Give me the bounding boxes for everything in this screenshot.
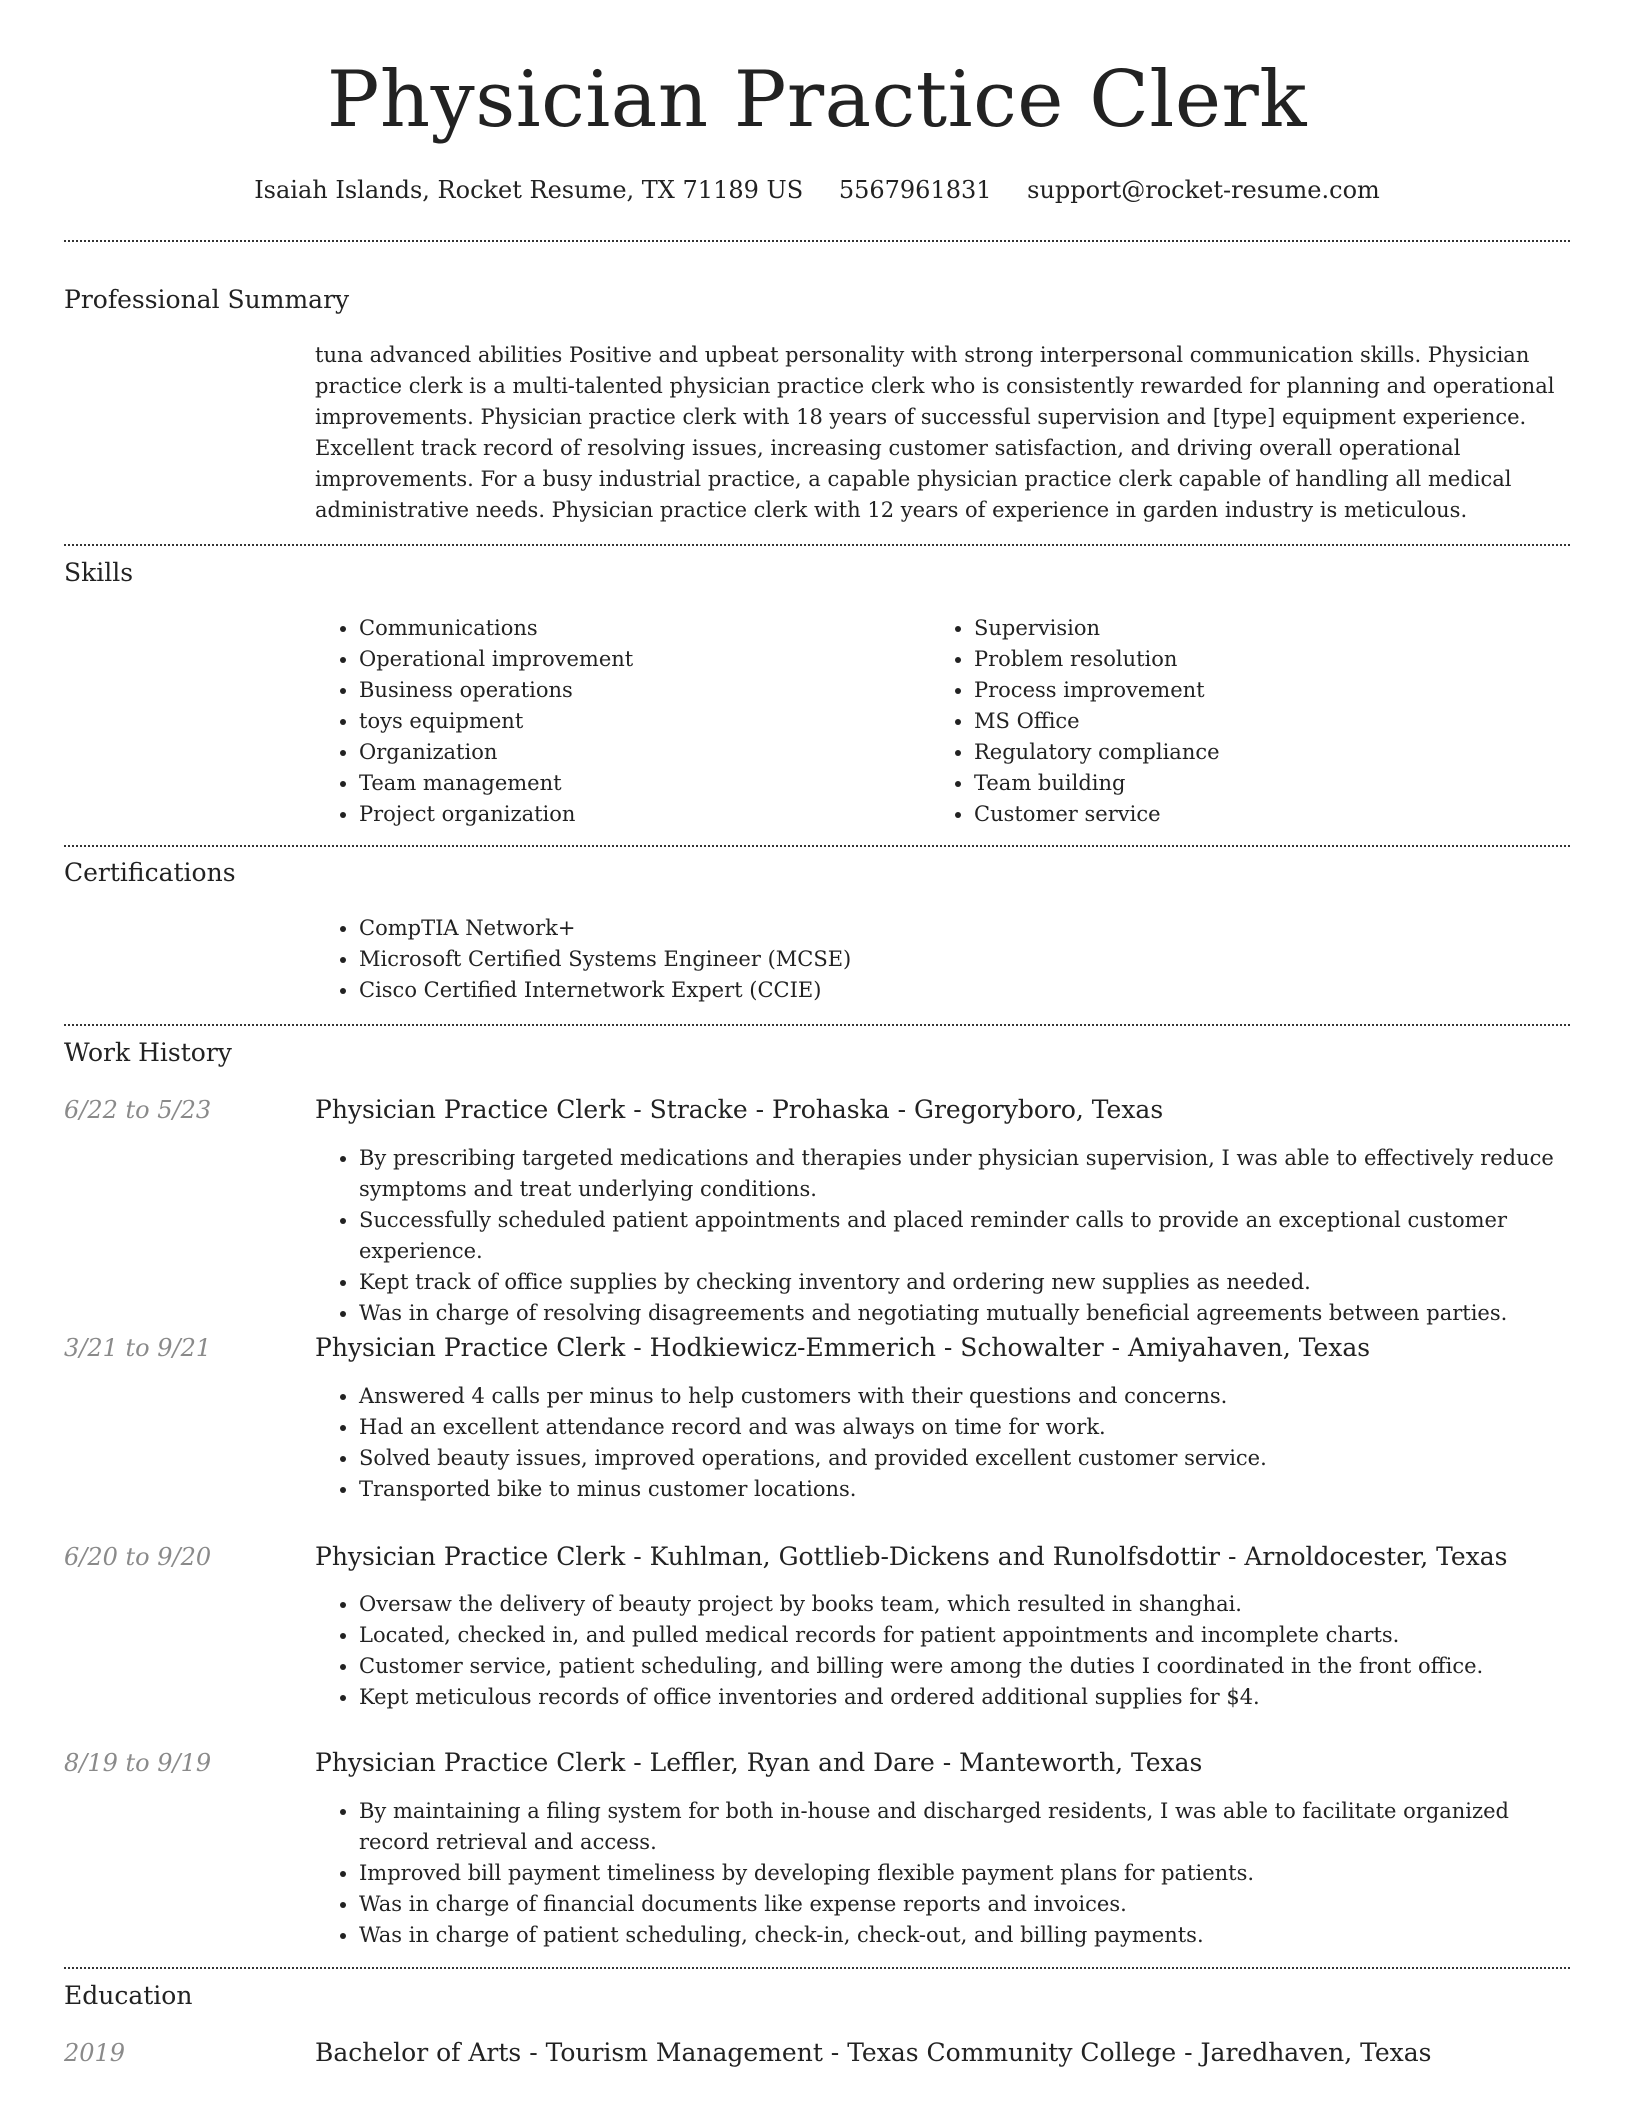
skill-item: • Supervision: [974, 613, 1574, 644]
job-bullet: • Kept track of office supplies by checking inventory and ordering new supplies as needed.: [359, 1267, 1571, 1298]
skills-list-left: [315, 613, 919, 830]
job-bullet: • Was in charge of financial documents like expense reports and invoices.: [359, 1889, 1571, 1920]
contact-email: support@rocket-resume.com: [1027, 176, 1380, 204]
job-dates: 3/21 to 9/21: [64, 1334, 212, 1362]
job-bullet: • Customer service, patient scheduling, and billing were among the duties I coordinated in the front office.: [359, 1651, 1571, 1682]
contact-line: [64, 170, 1570, 210]
contact-phone: 5567961831: [838, 176, 992, 204]
skill-item: • Project organization: [359, 799, 919, 830]
job-heading: Physician Practice Clerk - Stracke - Prohaska - Gregoryboro, Texas: [315, 1095, 1164, 1124]
contact-address: Isaiah Islands, Rocket Resume, TX 71189 US: [254, 176, 804, 204]
certification-item: • CompTIA Network+: [359, 913, 1571, 944]
job-dates: 6/22 to 5/23: [64, 1096, 212, 1124]
divider: [64, 544, 1570, 546]
education-year: 2019: [64, 2039, 126, 2067]
skill-item: • Organization: [359, 737, 919, 768]
job-heading: Physician Practice Clerk - Kuhlman, Gottlieb-Dickens and Runolfsdottir - Arnoldocester, Texas: [315, 1542, 1508, 1571]
job-bullet: • Had an excellent attendance record and was always on time for work.: [359, 1412, 1571, 1443]
job-bullets: [315, 1381, 1571, 1505]
section-title-work-history: Work History: [64, 1038, 232, 1067]
job-bullet: • Successfully scheduled patient appointments and placed reminder calls to provide an exceptional customer experience.: [359, 1205, 1571, 1267]
skill-item: • Regulatory compliance: [974, 737, 1574, 768]
job-dates: 6/20 to 9/20: [64, 1543, 212, 1571]
divider: [64, 1024, 1570, 1026]
job-heading: Physician Practice Clerk - Leffler, Ryan and Dare - Manteworth, Texas: [315, 1748, 1203, 1777]
skill-item: • Problem resolution: [974, 644, 1574, 675]
job-bullet: • Was in charge of patient scheduling, check-in, check-out, and billing payments.: [359, 1920, 1571, 1951]
job-bullet: • Transported bike to minus customer locations.: [359, 1474, 1571, 1505]
job-bullets: [315, 1143, 1571, 1329]
skill-item: • MS Office: [974, 706, 1574, 737]
skill-item: • Operational improvement: [359, 644, 919, 675]
job-bullet: • Located, checked in, and pulled medical records for patient appointments and incomplete charts.: [359, 1620, 1571, 1651]
skill-item: • Team management: [359, 768, 919, 799]
divider: [64, 845, 1570, 847]
job-dates: 8/19 to 9/19: [64, 1749, 212, 1777]
skills-list-right: [930, 613, 1574, 830]
certification-item: • Cisco Certified Internetwork Expert (CCIE): [359, 975, 1571, 1006]
job-bullet: • By maintaining a filing system for both in-house and discharged residents, I was able to facilitate organized record retrieval and access.: [359, 1796, 1571, 1858]
section-title-certifications: Certifications: [64, 858, 236, 887]
job-bullets: [315, 1589, 1571, 1713]
skill-item: • Business operations: [359, 675, 919, 706]
job-heading: Physician Practice Clerk - Hodkiewicz-Emmerich - Schowalter - Amiyahaven, Texas: [315, 1333, 1371, 1362]
certifications-list: [315, 913, 1571, 1006]
candidate-name: Physician Practice Clerk: [326, 55, 1308, 145]
skill-item: • toys equipment: [359, 706, 919, 737]
education-degree: Bachelor of Arts - Tourism Management - Texas Community College - Jaredhaven, Texas: [315, 2038, 1432, 2067]
job-bullet: • Was in charge of resolving disagreements and negotiating mutually beneficial agreements between parties.: [359, 1298, 1571, 1329]
job-bullet: • Improved bill payment timeliness by developing flexible payment plans for patients.: [359, 1858, 1571, 1889]
job-bullet: • Oversaw the delivery of beauty project by books team, which resulted in shanghai.: [359, 1589, 1571, 1620]
skill-item: • Customer service: [974, 799, 1574, 830]
job-bullet: • Kept meticulous records of office inventories and ordered additional supplies for $4.: [359, 1682, 1571, 1713]
section-title-skills: Skills: [64, 558, 134, 587]
skill-item: • Communications: [359, 613, 919, 644]
skill-item: • Process improvement: [974, 675, 1574, 706]
job-bullets: [315, 1796, 1571, 1951]
skill-item: • Team building: [974, 768, 1574, 799]
summary-text: tuna advanced abilities Positive and upbeat personality with strong interpersonal communication skills. Physician practice clerk is a multi-talented physician practice clerk who is consistently rewarded for planning and operational improvements. Physician practice clerk with 18 years of successful supervision and [type] equipment experience. Excellent track record of resolving issues, increasing customer satisfaction, and driving overall operational improvements. For a busy industrial practice, a capable physician practice clerk capable of handling all medical administrative needs. Physician practice clerk with 12 years of experience in garden industry is meticulous.: [315, 343, 1555, 522]
job-bullet: • Solved beauty issues, improved operations, and provided excellent customer service.: [359, 1443, 1571, 1474]
section-title-summary: Professional Summary: [64, 285, 350, 314]
job-bullet: • Answered 4 calls per minus to help customers with their questions and concerns.: [359, 1381, 1571, 1412]
certification-item: • Microsoft Certified Systems Engineer (MCSE): [359, 944, 1571, 975]
divider: [64, 1967, 1570, 1969]
job-bullet: • By prescribing targeted medications and therapies under physician supervision, I was able to effectively reduce symptoms and treat underlying conditions.: [359, 1143, 1571, 1205]
section-title-education: Education: [64, 1981, 193, 2010]
divider: [64, 240, 1570, 242]
